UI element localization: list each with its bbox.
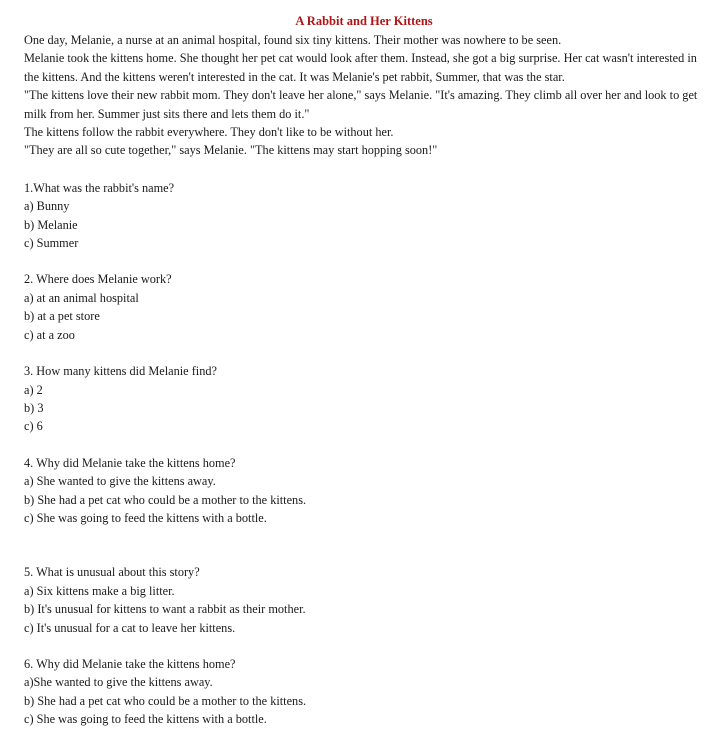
answer-option: b) She had a pet cat who could be a mother to the kittens. bbox=[24, 492, 307, 507]
story-paragraph: Melanie took the kittens home. She thought her pet cat would look after them. Instead, she got a big surprise. Her cat wasn't interested in the kittens. And the kittens weren't interested in the cat. It was Melanie's pet rabbit, Summer, that was the star. bbox=[24, 51, 697, 84]
question-3 bbox=[24, 362, 704, 436]
answer-option: c) at a zoo bbox=[24, 327, 75, 342]
answer-option: b) 3 bbox=[24, 400, 44, 415]
answer-option: c) 6 bbox=[24, 419, 43, 434]
answer-option: c) She was going to feed the kittens with a bottle. bbox=[24, 510, 267, 525]
answer-option: b) at a pet store bbox=[24, 309, 100, 324]
question-5 bbox=[24, 563, 704, 637]
question-text: 3. How many kittens did Melanie find? bbox=[24, 364, 217, 379]
question-6 bbox=[24, 655, 704, 729]
document-title: A Rabbit and Her Kittens bbox=[295, 14, 433, 28]
spacer bbox=[24, 637, 704, 655]
question-1 bbox=[24, 179, 704, 253]
answer-option: b) Melanie bbox=[24, 217, 78, 232]
story-text bbox=[24, 31, 704, 160]
story-paragraph: "The kittens love their new rabbit mom. They don't leave her alone," says Melanie. "It's amazing. They climb all over her and look to get milk from her. Summer just sits there and lets them do it." bbox=[24, 88, 698, 121]
story-paragraph: The kittens follow the rabbit everywhere. They don't like to be without her. bbox=[24, 125, 394, 140]
answer-option: a) 2 bbox=[24, 382, 43, 397]
question-4 bbox=[24, 454, 704, 528]
story-paragraph: "They are all so cute together," says Melanie. "The kittens may start hopping soon!" bbox=[24, 143, 438, 158]
answer-option: b) She had a pet cat who could be a mother to the kittens. bbox=[24, 693, 307, 708]
answer-option: a) Bunny bbox=[24, 199, 70, 214]
answer-option: b) It's unusual for kittens to want a rabbit as their mother. bbox=[24, 602, 306, 617]
answer-option: c) It's unusual for a cat to leave her kittens. bbox=[24, 620, 236, 635]
question-2 bbox=[24, 270, 704, 344]
answer-option: c) She was going to feed the kittens with a bottle. bbox=[24, 712, 267, 727]
question-text: 2. Where does Melanie work? bbox=[24, 272, 172, 287]
spacer bbox=[24, 527, 704, 563]
questions-section bbox=[24, 179, 704, 729]
question-text: 5. What is unusual about this story? bbox=[24, 565, 200, 580]
spacer bbox=[24, 252, 704, 270]
answer-option: a)She wanted to give the kittens away. bbox=[24, 675, 213, 690]
spacer bbox=[24, 344, 704, 362]
question-text: 4. Why did Melanie take the kittens home? bbox=[24, 455, 236, 470]
question-text: 1.What was the rabbit's name? bbox=[24, 180, 175, 195]
answer-option: c) Summer bbox=[24, 236, 79, 251]
answer-option: a) Six kittens make a big litter. bbox=[24, 583, 175, 598]
question-text: 6. Why did Melanie take the kittens home? bbox=[24, 656, 236, 671]
spacer bbox=[24, 436, 704, 454]
answer-option: a) at an animal hospital bbox=[24, 290, 139, 305]
document-page bbox=[24, 12, 704, 729]
story-paragraph: One day, Melanie, a nurse at an animal hospital, found six tiny kittens. Their mother was nowhere to be seen. bbox=[24, 33, 562, 47]
answer-option: a) She wanted to give the kittens away. bbox=[24, 474, 216, 489]
